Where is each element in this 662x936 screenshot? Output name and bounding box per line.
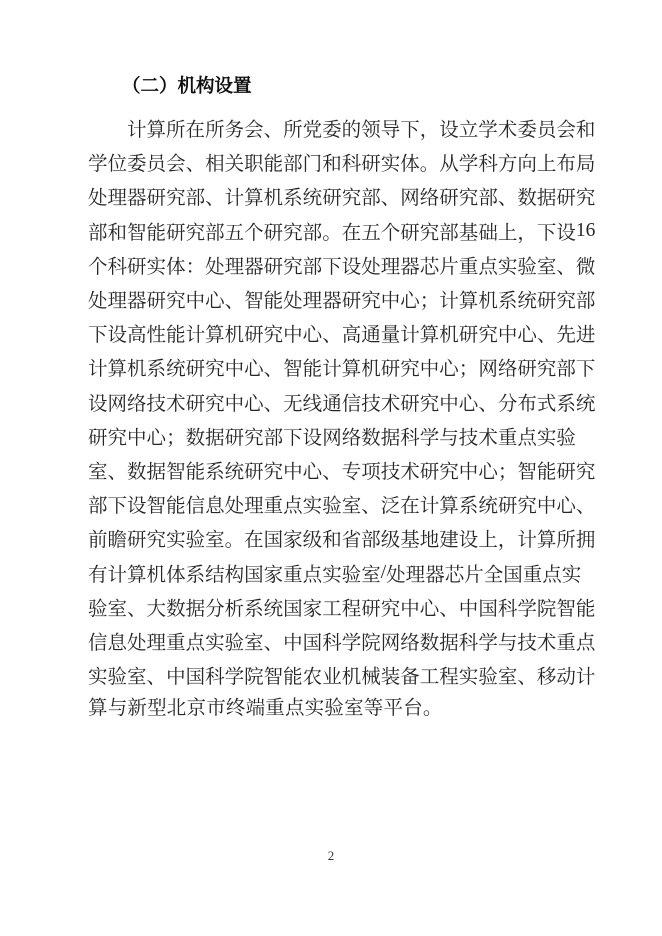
body-line: 处 理 器 研 究 中 心 、 智 能 处 理 器 研 究 中 心 ； 计 算 机 系 统 研 究 部 [88,291,596,313]
page-number: 2 [327,848,335,863]
body-line: 室 、 数 据 智 能 系 统 研 究 中 心 、 专 项 技 术 研 究 中 心 ； 智 能 研 究 [88,461,596,483]
body-line: 处 理 器 研 究 部 、 计 算 机 系 统 研 究 部 、 网 络 研 究 部 、 数 据 研 究 [88,188,596,210]
body-line: 信 息 处 理 重 点 实 验 室 、 中 国 科 学 院 网 络 数 据 科 学 与 技 术 重 点 [88,632,596,654]
body-line: 有 计 算 机 体 系 结 构 国 家 重 点 实 验 室 / 处 理 器 芯 片 全 国 重 点 实 [88,561,582,586]
body-line: 算与新型北京市终端重点实验室等平台。 [88,698,443,720]
body-line: 计 算 所 在 所 务 会 、 所 党 委 的 领 导 下 ， 设 立 学 术 委 员 会 和 [127,120,596,142]
body-line: 验 室 、 大 数 据 分 析 系 统 国 家 工 程 研 究 中 心 、 中 国 科 学 院 智 能 [88,598,596,620]
body-line: 前 瞻 研 究 实 验 室 。 在 国 家 级 和 省 部 级 基 地 建 设 上 ， 计 算 所 拥 [88,530,596,552]
body-line: 个 科 研 实 体 ： 处 理 器 研 究 部 下 设 处 理 器 芯 片 重 点 实 验 室 、 微 [88,256,596,278]
section-heading: （二）机构设置 [122,77,252,97]
body-line: 学 位 委 员 会 、 相 关 职 能 部 门 和 科 研 实 体 。 从 学 科 方 向 上 布 局 [88,154,596,176]
body-line: 部 下 设 智 能 信 息 处 理 重 点 实 验 室 、 泛 在 计 算 系 统 研 究 中 心 、 [88,496,596,518]
body-line: 计 算 机 系 统 研 究 中 心 、 智 能 计 算 机 研 究 中 心 ； 网 络 研 究 部 下 [88,359,596,381]
body-line: 下 设 高 性 能 计 算 机 研 究 中 心 、 高 通 量 计 算 机 研 究 中 心 、 先 进 [88,325,596,347]
body-paragraph [88,111,596,726]
body-line: 部 和 智 能 研 究 部 五 个 研 究 部 。 在 五 个 研 究 部 基 础 上 ， 下 设 16 [88,219,596,244]
body-line: 设 网 络 技 术 研 究 中 心 、 无 线 通 信 技 术 研 究 中 心 、 分 布 式 系 统 [88,393,596,415]
body-line: 研 究 中 心 ； 数 据 研 究 部 下 设 网 络 数 据 科 学 与 技 术 重 点 实 验 [88,427,576,449]
body-line: 实 验 室 、 中 国 科 学 院 智 能 农 业 机 械 装 备 工 程 实 验 室 、 移 动 计 [88,667,596,689]
